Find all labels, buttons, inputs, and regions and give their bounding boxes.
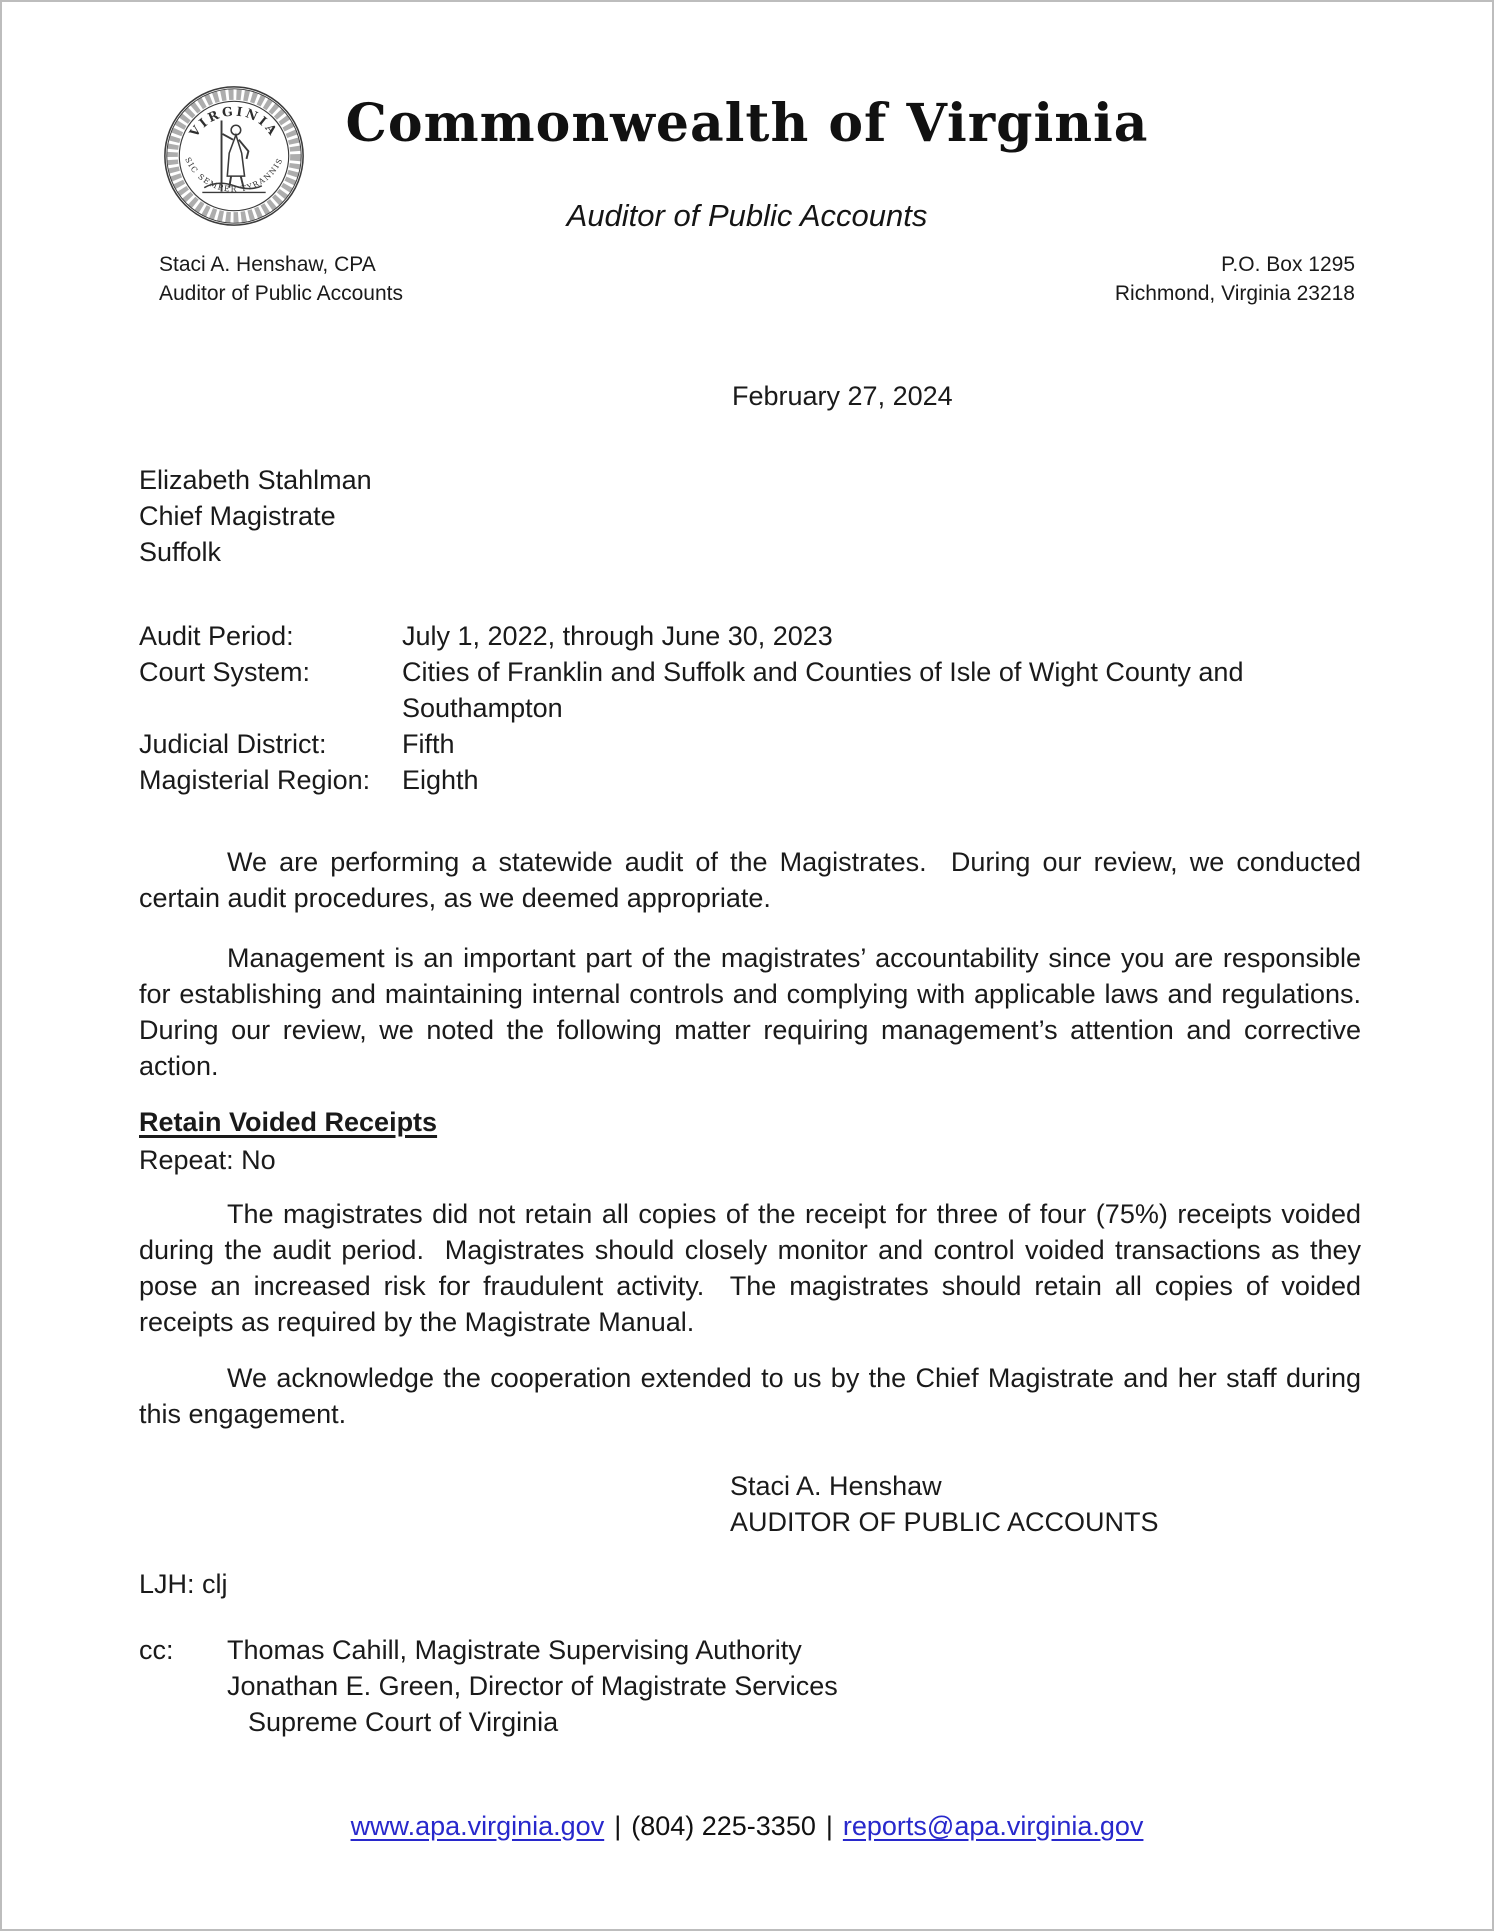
page-subtitle: Auditor of Public Accounts [566, 198, 928, 233]
email-link[interactable]: reports@apa.virginia.gov [842, 1811, 1144, 1841]
po-box: P.O. Box 1295 [1221, 253, 1355, 276]
page-title: Commonwealth of Virginia [345, 93, 1149, 154]
cc-name: Jonathan E. Green, Director of Magistrate Services [227, 1671, 838, 1701]
detail-value: July 1, 2022, through June 30, 2023 [402, 621, 833, 651]
finding-heading: Retain Voided Receipts [139, 1107, 438, 1137]
footer [2, 1808, 1492, 1844]
signature-block [730, 1468, 1159, 1540]
detail-label: Audit Period: [139, 621, 294, 651]
phone-number: (804) 225-3350 [631, 1811, 816, 1841]
repeat-status: Repeat: No [139, 1145, 276, 1175]
letter-date: February 27, 2024 [732, 381, 953, 411]
paragraph-closing: We acknowledge the cooperation extended to us by the Chief Magistrate and her staff during this engagement. [139, 1363, 1369, 1429]
seal-top-text: VIRGINIA [186, 103, 282, 140]
audit-details-table [139, 618, 1361, 798]
auditor-name: Staci A. Henshaw, CPA [159, 253, 376, 276]
detail-label: Magisterial Region: [139, 765, 371, 795]
city-state-zip: Richmond, Virginia 23218 [1114, 282, 1355, 305]
signature-title: AUDITOR OF PUBLIC ACCOUNTS [730, 1507, 1159, 1537]
detail-value: Fifth [402, 729, 455, 759]
cc-name: Supreme Court of Virginia [248, 1707, 559, 1737]
paragraph-management: Management is an important part of the magistrates’ accountability since you are responsible for establishing and maintaining internal controls and complying with applicable laws and regulations. During our review, we noted the following matter requiring management’s attention and corrective action. [139, 943, 1377, 1081]
footer-separator: | [825, 1811, 833, 1841]
cc-block [139, 1632, 838, 1740]
website-link[interactable]: www.apa.virginia.gov [350, 1811, 605, 1841]
recipient-title: Chief Magistrate [139, 501, 336, 531]
detail-label: Court System: [139, 657, 311, 687]
seal-bottom-text: SIC SEMPER TYRANNIS [183, 155, 285, 194]
paragraph-finding-body: The magistrates did not retain all copies of the receipt for three of four (75%) receipts voided during the audit period. Magistrates should closely monitor and control voided transactions as they pose an increased risk for fraudulent activity. The magistrates should retain all copies of voided receipts as required by the Magistrate Manual. [139, 1199, 1369, 1337]
recipient-location: Suffolk [139, 537, 222, 567]
paragraph-audit-intro: We are performing a statewide audit of the Magistrates. During our review, we conducted certain audit procedures, as we deemed appropriate. [139, 847, 1369, 913]
letterhead-contact-row [159, 250, 1355, 308]
auditor-contact-block [159, 250, 403, 308]
auditor-title: Auditor of Public Accounts [159, 282, 403, 305]
recipient-block [139, 462, 372, 570]
detail-value: Cities of Franklin and Suffolk and Counties of Isle of Wight County and Southampton [402, 657, 1244, 723]
cc-label: cc: [139, 1635, 174, 1665]
footer-separator: | [614, 1811, 622, 1841]
cc-names [227, 1632, 838, 1740]
reference-initials: LJH: clj [139, 1569, 228, 1599]
detail-label: Judicial District: [139, 729, 327, 759]
cc-name: Thomas Cahill, Magistrate Supervising Authority [227, 1635, 802, 1665]
detail-value: Eighth [402, 765, 479, 795]
recipient-name: Elizabeth Stahlman [139, 465, 372, 495]
office-address-block [1115, 250, 1355, 308]
signature-name: Staci A. Henshaw [730, 1471, 942, 1501]
